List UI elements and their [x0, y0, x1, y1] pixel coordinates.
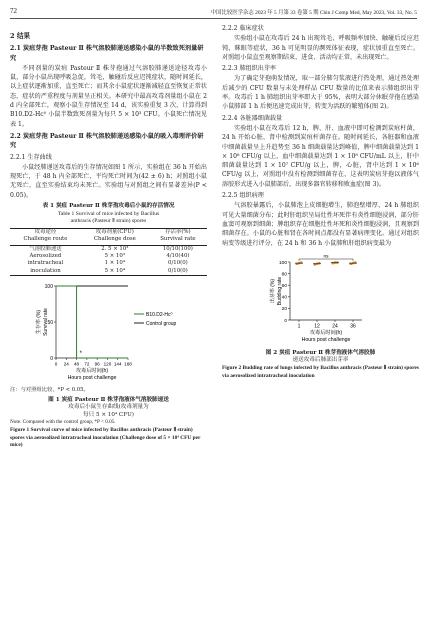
table-cell: 气溶胶肺递送 — [29, 245, 62, 252]
x-tick-label: 96 — [94, 361, 100, 367]
x-axis-label: 攻毒后时间(h) — [75, 368, 109, 375]
survival-chart — [10, 278, 207, 386]
x-axis-label: Hours post challenge — [301, 336, 351, 343]
s222-title: 2.2.2 临床症状 — [222, 25, 264, 32]
y-tick-label: 50 — [47, 320, 53, 327]
table-cell: 2. 5 × 10³ — [101, 245, 129, 252]
table-cell: 5 × 10³ — [104, 253, 126, 260]
ns-label: ns — [323, 254, 329, 260]
x-tick-label: 72 — [84, 361, 90, 367]
series-line-exp — [56, 286, 128, 358]
table1-caption-en-2: anthracis (Pasteur Ⅱ strain) spores — [70, 218, 147, 225]
x-axis-label: Hours post challenge — [67, 375, 117, 382]
y-tick-label: 0 — [284, 318, 287, 324]
y-tick-label: 100 — [44, 284, 53, 291]
right-column — [222, 24, 419, 380]
y-tick-label: 100 — [278, 260, 287, 266]
y-tick-label: 80 — [281, 272, 287, 278]
fig1-note: Note. Compared with the control group, *P < 0.05. — [10, 419, 116, 426]
s221-paragraph: 小鼠经肺递送攻毒后的生存情况如图 1 所示，实验组在 36 h 开始出现死亡，于 48 h 内全部死亡，平均死亡时间为(42 ± 6) h；对照组小鼠无死亡，直至实验结束均未死亡。实验组与对照组之间有显著差异(P < 0.05)。 — [10, 163, 207, 199]
figure2 — [222, 252, 419, 350]
table-cell: Aerosolized — [29, 253, 62, 260]
x-tick-label: 0 — [54, 361, 58, 367]
s221-title: 2.2.1 生存曲线 — [10, 153, 52, 161]
fig1-caption-line: 攻毒后小鼠生存曲线(攻毒剂量为 — [68, 404, 149, 411]
s225-title: 2.2.5 组织病理 — [222, 192, 264, 200]
header-rule — [10, 18, 417, 19]
table-row — [10, 268, 207, 276]
y-axis-label: 出芽率 (%) — [270, 278, 276, 303]
table-header-cell: Challenge dose — [81, 236, 149, 245]
figure2-caption-cn — [222, 350, 419, 365]
table-header-cell: 攻毒途径 — [10, 228, 81, 236]
fig2-caption-line: 图 2 炭疽 Pasteur Ⅱ 株芽孢液体气溶胶肺 — [265, 349, 376, 356]
significance-star: * — [79, 351, 82, 358]
fig2-caption-line: 递送攻毒后肺部出芽率 — [292, 357, 349, 364]
legend-label-control: Control group — [146, 321, 177, 328]
x-axis-label: 攻毒后时间(h) — [309, 329, 343, 336]
s224-paragraph: 实验组小鼠在攻毒后 12 h，脾、肝、血液中即可检测到炭疽杆菌，24 h 开始心脏、肾中检测到炭疽杆菌存在。随时间延长，各脏器和血液中细菌载量呈上升趋势至 36 h 细菌载量达到峰值，脾中细菌载量达到 1 × 10⁸ CFU/g 以上，血中细菌载量达到 1 × 10⁸ CFU/mL 以上，肝中细菌载量达到 1 × 10⁷ CFU/g 以上，脾，心脏，肾中达到 1 × 10⁶ CFU/g 以上，对照组中没有检测到细菌存在，这表明炭疽芽孢以液体气溶胶形式进入小鼠肺部后，出现多器官转移和败血症(图 3)。 — [222, 124, 419, 188]
x-tick-label: 24 — [332, 323, 338, 330]
table-cell: 10/10(100) — [162, 245, 193, 252]
y-tick-label: 60 — [281, 283, 287, 289]
figure1 — [10, 278, 207, 386]
y-axis-label: Budding rate — [277, 276, 283, 306]
section-title: 2 结果 — [10, 32, 31, 40]
left-column — [10, 24, 207, 450]
x-tick-label: 48 — [74, 361, 80, 367]
s225-paragraph: 气溶胶暴露后，小鼠肺泡上皮细胞增生，肺泡壁增厚，24 h 肺组织可见大量细菌分布；此时肝组织呈局灶性坏死伴有炎性细胞浸润，部分肝血窦可观察到细菌；脾组织存在细胞灶性坏死和炎性细胞浸润，且观察到细菌存在。小鼠的心脏和肾在各时间点都没有显著病理变化。通过对组织病变等级进行评分，在 24 h 和 36 h 小鼠肺和肝组织病变最为 — [222, 202, 419, 247]
table-cell: 0/10(0) — [168, 260, 188, 267]
x-tick-label: 36 — [350, 323, 356, 330]
y-tick-label: 40 — [281, 295, 287, 301]
page-number: 72 — [10, 7, 17, 15]
table-note: 注：与对照组比较，*P < 0.05。 — [10, 387, 89, 394]
legend-label-exp: B10.D2-Hc⁰ — [146, 312, 173, 319]
s21-title: 2.1 炭疽芽孢 Pasteur Ⅱ 株气溶胶肺递送感染小鼠的半数致死剂量研究 — [10, 45, 204, 62]
table-cell: inoculation — [10, 268, 81, 276]
s21-paragraph: 不同剂量的炭疽 Pasteur Ⅱ 株芽孢通过气溶胶肺递送途径攻毒小鼠，部分小鼠出现呼吸急促，耸毛，触碰后反应迟钝症状，随时间延长，以上症状逐渐加重，直至死亡；而其余小鼠症状逐渐减轻直至恢复正常状态，症状的严重程度与剂量呈正相关。本研究中最高攻毒剂量组小鼠在 2 d 内全部死亡，观察小鼠生存情况至 14 d，该实验重复 3 次，计算得到 B10.D2-Hc⁰ 小鼠半数致死剂量为每只 5 × 10³ CFU。小鼠死亡情况见表 1。 — [10, 64, 207, 128]
table-header-cell: Survival rate — [149, 236, 207, 245]
s223-title: 2.2.3 肺组织出芽率 — [222, 65, 277, 73]
table1-caption-cn: 表 1 炭疽 Pasteur Ⅱ 株芽孢攻毒后小鼠的存活情况 — [42, 203, 175, 210]
table-cell: intratracheal — [27, 260, 64, 267]
table-header-cell: Challenge route — [10, 236, 81, 245]
x-tick-label: 24 — [63, 361, 69, 367]
table1-caption — [10, 203, 207, 226]
x-tick-label: 1 — [297, 323, 301, 330]
table-cell: 1 × 10⁴ — [104, 260, 126, 267]
fig1-caption-line: 每只 5 × 10⁴ CFU) — [83, 411, 134, 418]
table-cell: 4/10(40) — [166, 253, 190, 260]
table-row — [10, 260, 207, 267]
fig1-caption-line: 图 1 炭疽 Pasteur Ⅱ 株芽孢液体气溶胶肺递送 — [48, 396, 169, 403]
table1-caption-en-1: Table 1 Survival of mice infected by Bacillus — [57, 210, 160, 217]
figure1-caption-cn — [10, 397, 207, 420]
table-row — [10, 245, 207, 253]
figure2-caption-en: Figure 2 Budding rate of lungs infected by Bacillus anthracis (Pasteur Ⅱ strain) spores via aerosolized intratracheal inoculation — [222, 365, 419, 379]
y-tick-label: 0 — [50, 356, 53, 363]
s224-title: 2.2.4 各脏器细菌载量 — [222, 114, 283, 122]
x-tick-label: 120 — [103, 361, 112, 367]
table-header-cell: 存活率(%) — [149, 228, 207, 236]
s22-title: 2.2 炭疽芽孢 Pasteur Ⅱ 株气溶胶肺递送感染小鼠的吸入毒理评价研究 — [10, 132, 204, 150]
y-axis-label: Survival rate — [43, 308, 49, 337]
table-header-cell: 攻毒剂量(CFU) — [81, 228, 149, 236]
table-cell: 5 × 10⁴ — [81, 268, 149, 276]
x-tick-label: 168 — [124, 361, 132, 367]
y-tick-label: 20 — [281, 307, 287, 313]
budding-rate-chart — [222, 252, 419, 350]
journal-line: 中国比较医学杂志 2023 年 5 月第 33 卷第 5 期 Chin J Comp Med, May 2023, Vol. 33, No. 5 — [210, 10, 417, 16]
y-axis-label: 生存率 (%) — [36, 310, 42, 335]
s222-paragraph: 实验组小鼠在攻毒后 24 h 出现耸毛、呼吸频率加快、触碰后反应迟钝、眯眼等症状，36 h 可见明显的濒死体征表现，症状加重直至死亡。对照组小鼠直至观察期结束，进食、活动均正常，未出现死亡。 — [222, 35, 419, 61]
figure1-caption-en: Figure 1 Survival curve of mice infected by Bacillus anthracis (Pasteur Ⅱ strain) spores via aerosolized intratracheal inoculation (Challenge dose of 5 × 10⁴ CFU per mice) — [10, 427, 201, 449]
table-cell: 0/10(0) — [149, 268, 207, 276]
x-tick-label: 12 — [314, 323, 320, 330]
s223-paragraph: 为了确定芽孢萌发情况，取一部分肺匀浆液进行热处理，通过热处理后减少的 CFU 数量与未处理样品 CFU 数量的比值来表示肺组织出芽率。攻毒后 1 h 肺组织出芽率即大于 95%，表明大部分休眠芽孢在感染小鼠肺部 1 h 后便迅速完成出芽，转变为活跃的繁殖体(图 2)。 — [222, 75, 419, 111]
x-tick-label: 144 — [113, 361, 122, 367]
table1 — [10, 228, 207, 276]
